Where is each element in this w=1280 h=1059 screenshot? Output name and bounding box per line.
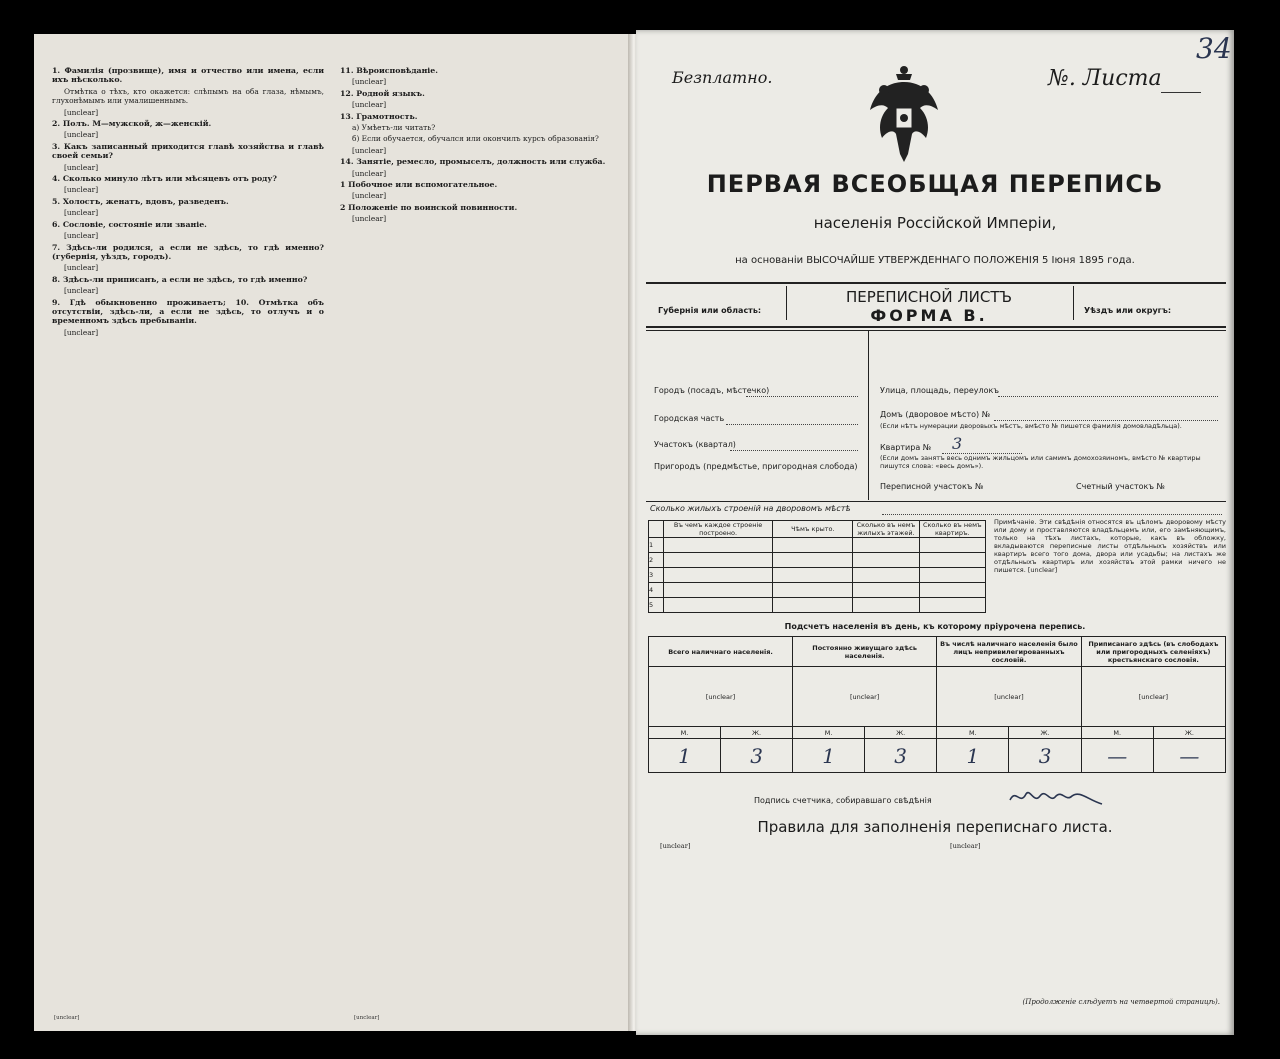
rules-column-1: [unclear] [660, 842, 691, 850]
apartment-note: (Если домъ занятъ весь однимъ жильцомъ или самимъ домохозяиномъ, вмѣсто № квартиры пишутся слова: «весь домъ»). [880, 454, 1201, 470]
section-heading: 2 Положеніе по воинской повинности. [340, 202, 518, 212]
count-value: 1 [793, 739, 865, 773]
paragraph: б) Если обучается, обучался или окончилъ курсъ образованія? [352, 134, 599, 144]
count-value: 1 [937, 739, 1009, 773]
rules-continued-note: (Продолженіе слѣдуетъ на четвертой страницѣ). [1022, 998, 1220, 1006]
count-header-unprivileged: Въ числѣ наличнаго населенія было лицъ непривилегированныхъ сословій. [937, 637, 1082, 667]
male-label: М. [649, 727, 721, 739]
counter-district-label: Счетный участокъ № [1076, 482, 1165, 491]
paragraph: [unclear] [64, 286, 99, 296]
paragraph: [unclear] [352, 145, 387, 155]
count-header-permanent: Постоянно живущаго здѣсь населенія. [793, 637, 937, 667]
left-footer-2: [unclear] [354, 1015, 380, 1021]
paragraph: [unclear] [64, 130, 99, 140]
paragraph: а) Умѣетъ-ли читать? [352, 123, 436, 133]
section-heading: 3. Какъ записанный приходится главѣ хозяйства и главѣ своей семьи? [52, 141, 324, 161]
yard-table [648, 520, 986, 613]
section-heading: 11. Вѣроисповѣданіе. [340, 66, 438, 75]
left-footer-1: [unclear] [54, 1015, 80, 1021]
house-label: Домъ (дворовое мѣсто) № [880, 410, 991, 419]
yard-header-built: Въ чемъ каждое строеніе построено. [663, 521, 773, 538]
paragraph: [unclear] [64, 185, 99, 195]
count-value: — [1153, 739, 1225, 773]
count-note: [unclear] [937, 667, 1082, 727]
section-heading: 5. Холостъ, женатъ, вдовъ, разведенъ. [52, 196, 229, 206]
count-header-peasant: Приписанаго здѣсь (въ слободахъ или пригородныхъ селеніяхъ) крестьянскаго сословія. [1081, 637, 1225, 667]
paragraph: Отмѣтка о тѣхъ, кто окажется: слѣпымъ на оба глаза, нѣмымъ, глухонѣмымъ или умалишеннымъ. [52, 86, 324, 106]
free-label: Безплатно. [672, 68, 773, 87]
female-label: Ж. [865, 727, 937, 739]
paragraph: [unclear] [352, 168, 387, 178]
paragraph: [unclear] [352, 191, 387, 201]
paragraph: [unclear] [352, 77, 387, 87]
apartment-label: Квартира № [880, 443, 932, 452]
count-title: Подсчетъ населенія въ день, къ которому пріурочена перепись. [784, 622, 1086, 631]
count-header-present: Всего наличнаго населенія. [649, 637, 793, 667]
house-note: (Если нѣтъ нумерации дворовыхъ мѣстъ, вмѣсто № пишется фамилія домовладѣльца). [880, 422, 1182, 430]
section-heading: 8. Здѣсь-ли приписанъ, а если не здѣсь, то гдѣ именно? [52, 274, 308, 284]
section-heading: 4. Сколько минуло лѣтъ или мѣсяцевъ отъ роду? [52, 174, 277, 184]
female-label: Ж. [1153, 727, 1225, 739]
apartment-value: 3 [952, 434, 963, 453]
yard-row-number: 2 [649, 553, 664, 568]
instructions-column-2 [340, 64, 622, 1004]
yard-row-number: 1 [649, 538, 664, 553]
section-heading: 9. Гдѣ обыкновенно проживаетъ; 10. Отмѣтка объ отсутствіи, здѣсь-ли, а если не здѣсь, то отлучъ и о временномъ здѣсь пребываніи. [52, 297, 324, 326]
province-label: Губернія или область: [658, 306, 762, 315]
city-part-label: Городская часть [654, 414, 725, 423]
count-value: 1 [649, 739, 721, 773]
city-label: Городъ (посадъ, мѣстечко) [654, 386, 770, 395]
paragraph: [unclear] [64, 231, 99, 241]
female-label: Ж. [1009, 727, 1081, 739]
paragraph: [unclear] [64, 263, 99, 273]
rules-title: Правила для заполненія переписнаго листа. [757, 818, 1113, 836]
left-page [34, 34, 638, 1031]
street-label: Улица, площадь, переулокъ [880, 386, 1000, 395]
yard-note: Примѣчаніе. Эти свѣдѣнія относятся въ цѣломъ дворовому мѣсту или дому и проставляются владѣльцемъ или, его замѣняющимъ, только на тѣхъ листахъ, которые, какъ въ обложку, вкладываются переписные листы отдѣльныхъ хозяйствъ или квартиръ всего того дома, двора или усадьбы; на листахъ же отдѣльныхъ квартиръ или хозяйствъ этой рамки ничего не пишется. [unclear] [994, 518, 1226, 574]
count-value: 3 [1009, 739, 1081, 773]
section-heading: 2. Полъ. М—мужской, ж—женскій. [52, 119, 212, 129]
section-heading: 1. Фамилія (прозвище), имя и отчество или имена, если ихъ нѣсколько. [52, 66, 324, 85]
form-title: ПЕРЕПИСНОЙ ЛИСТЪ [846, 288, 1012, 306]
male-label: М. [937, 727, 1009, 739]
quarter-label: Участокъ (квартал) [654, 440, 736, 449]
right-page [636, 30, 1234, 1035]
paragraph: [unclear] [352, 100, 387, 110]
count-value: — [1081, 739, 1153, 773]
yard-header-apartments: Сколько въ немъ квартиръ. [919, 521, 985, 538]
yard-header-floors: Сколько въ немъ жилыхъ этажей. [853, 521, 919, 538]
yard-header-roof: Чѣмъ крыто. [773, 521, 853, 538]
rules-column-2: [unclear] [950, 842, 981, 850]
census-basis: на основаніи ВЫСОЧАЙШЕ УТВЕРЖДЕННАГО ПОЛОЖЕНІЯ 5 Іюня 1895 года. [735, 255, 1135, 266]
double-headed-eagle-emblem [866, 64, 942, 168]
sheet-number-value: 34 [1196, 32, 1232, 65]
paragraph: [unclear] [64, 162, 99, 172]
count-value: 3 [721, 739, 793, 773]
paragraph: [unclear] [352, 214, 387, 224]
count-value: 3 [865, 739, 937, 773]
section-heading: 14. Занятіе, ремесло, промыселъ, должность или служба. [340, 157, 606, 167]
census-district-label: Переписной участокъ № [880, 482, 984, 491]
paragraph: [unclear] [64, 327, 99, 337]
census-title: ПЕРВАЯ ВСЕОБЩАЯ ПЕРЕПИСЬ [706, 170, 1164, 198]
counter-signature [1006, 782, 1106, 812]
section-heading: 6. Сословіе, состояніе или званіе. [52, 219, 207, 229]
census-subtitle: населенія Россійской Имперіи, [813, 214, 1057, 232]
signature-label: Подпись счетчика, собиравшаго свѣдѣнія [754, 796, 932, 805]
count-note: [unclear] [649, 667, 793, 727]
section-heading: 7. Здѣсь-ли родился, а если не здѣсь, то гдѣ именно? (губернія, уѣздъ, городъ). [52, 242, 324, 261]
form-name: ФОРМА В. [870, 306, 988, 325]
suburb-label: Пригородъ (предмѣстье, пригородная слобода) [654, 462, 858, 471]
female-label: Ж. [721, 727, 793, 739]
district-label: Уѣздъ или округъ: [1084, 306, 1172, 315]
yard-row-number: 5 [649, 598, 664, 613]
section-heading: 12. Родной языкъ. [340, 88, 425, 98]
population-count-table [648, 636, 1226, 773]
yard-row-number: 3 [649, 568, 664, 583]
yard-row-number: 4 [649, 583, 664, 598]
count-note: [unclear] [1081, 667, 1225, 727]
paragraph: [unclear] [64, 208, 99, 218]
paragraph: [unclear] [64, 107, 99, 117]
instructions-column-1 [52, 64, 324, 1004]
sheet-number-label: №. Листа [1048, 66, 1162, 91]
yard-title: Сколько жилыхъ строеній на дворовомъ мѣстѣ [650, 504, 851, 513]
section-heading: 1 Побочное или вспомогательное. [340, 180, 498, 190]
male-label: М. [1081, 727, 1153, 739]
count-note: [unclear] [793, 667, 937, 727]
section-heading: 13. Грамотность. [340, 111, 418, 121]
male-label: М. [793, 727, 865, 739]
